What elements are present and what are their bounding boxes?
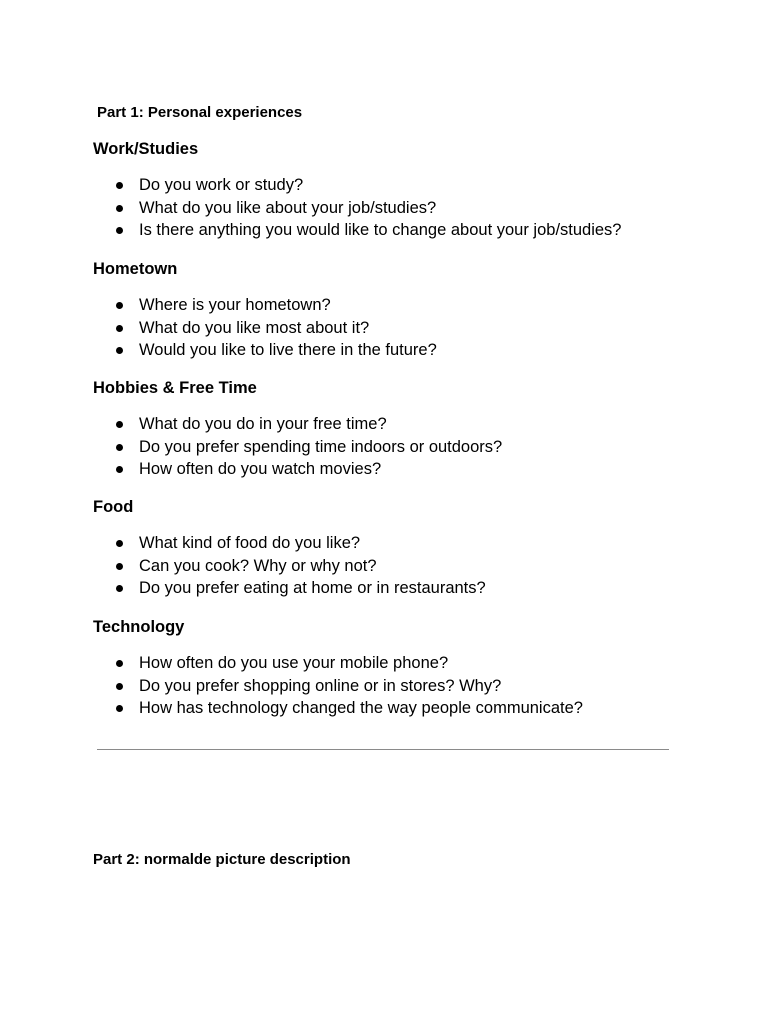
question-text: Do you work or study? — [139, 176, 304, 194]
part1-title: Part 1: Personal experiences — [97, 104, 303, 121]
question-item — [93, 652, 733, 675]
question-item — [93, 174, 733, 197]
bullet-icon — [116, 563, 123, 570]
bullet-icon — [116, 347, 123, 354]
question-list — [93, 174, 733, 242]
question-item — [93, 436, 733, 459]
bullet-icon — [116, 585, 123, 592]
question-list — [93, 532, 733, 600]
section-food — [93, 497, 733, 600]
bullet-icon — [116, 421, 123, 428]
question-item — [93, 413, 733, 436]
section-hometown — [93, 259, 733, 362]
bullet-icon — [116, 227, 123, 234]
question-item — [93, 577, 733, 600]
question-text: Where is your hometown? — [139, 296, 331, 314]
bullet-icon — [116, 325, 123, 332]
question-item — [93, 697, 733, 720]
question-text: What do you like about your job/studies? — [139, 198, 437, 217]
bullet-icon — [116, 466, 123, 473]
question-text: How has technology changed the way people communicate? — [139, 699, 583, 718]
question-text: How often do you watch movies? — [139, 460, 382, 479]
bullet-icon — [116, 302, 123, 309]
question-text: Is there anything you would like to change about your job/studies? — [139, 221, 622, 240]
question-item — [93, 219, 733, 242]
question-text: What do you do in your free time? — [139, 415, 387, 433]
question-item — [93, 532, 733, 555]
question-text: Do you prefer spending time indoors or outdoors? — [139, 437, 503, 456]
bullet-icon — [116, 182, 123, 189]
section-heading: Food — [93, 498, 134, 516]
part2-title: Part 2: normalde picture description — [93, 851, 351, 868]
question-item — [93, 197, 733, 220]
bullet-icon — [116, 683, 123, 690]
question-text: What do you like most about it? — [139, 318, 370, 337]
section-work-studies — [93, 139, 733, 242]
bullet-icon — [116, 660, 123, 667]
question-text: Would you like to live there in the future? — [139, 341, 437, 360]
section-technology — [93, 617, 733, 720]
question-item — [93, 339, 733, 362]
question-text: What kind of food do you like? — [139, 534, 361, 552]
section-heading: Work/Studies — [93, 140, 199, 158]
section-heading: Technology — [93, 618, 185, 636]
question-list — [93, 413, 733, 481]
question-list — [93, 652, 733, 720]
question-list — [93, 294, 733, 362]
bullet-icon — [116, 444, 123, 451]
question-text: How often do you use your mobile phone? — [139, 654, 449, 672]
question-text: Do you prefer eating at home or in restaurants? — [139, 579, 486, 598]
question-item — [93, 317, 733, 340]
question-item — [93, 294, 733, 317]
section-heading: Hometown — [93, 260, 178, 278]
section-heading: Hobbies & Free Time — [93, 379, 257, 397]
horizontal-divider — [97, 749, 669, 750]
bullet-icon — [116, 205, 123, 212]
bullet-icon — [116, 705, 123, 712]
question-item — [93, 458, 733, 481]
question-text: Can you cook? Why or why not? — [139, 556, 377, 575]
question-item — [93, 675, 733, 698]
section-hobbies — [93, 378, 733, 481]
question-item — [93, 555, 733, 578]
bullet-icon — [116, 540, 123, 547]
question-text: Do you prefer shopping online or in stores? Why? — [139, 676, 502, 695]
